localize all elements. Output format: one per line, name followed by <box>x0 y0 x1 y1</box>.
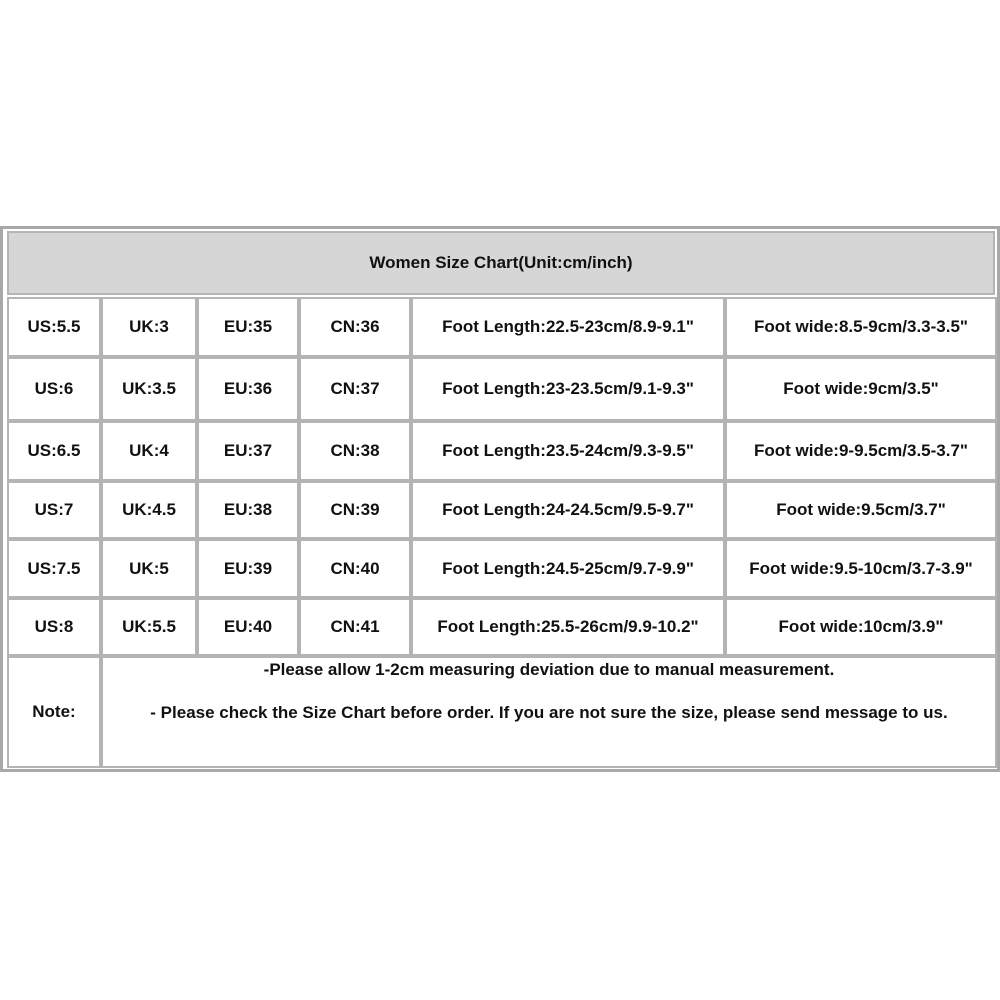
cell-uk-size: UK:4 <box>101 421 197 481</box>
cell-eu-size: EU:40 <box>197 598 299 656</box>
cell-us-size: US:7.5 <box>7 539 101 598</box>
cell-foot-length: Foot Length:22.5-23cm/8.9-9.1" <box>411 297 725 357</box>
cell-eu-size: EU:38 <box>197 481 299 539</box>
cell-eu-size: EU:35 <box>197 297 299 357</box>
size-chart-table <box>0 226 1000 772</box>
cell-foot-length: Foot Length:24-24.5cm/9.5-9.7" <box>411 481 725 539</box>
cell-cn-size: CN:40 <box>299 539 411 598</box>
cell-cn-size: CN:36 <box>299 297 411 357</box>
cell-uk-size: UK:3.5 <box>101 357 197 421</box>
cell-us-size: US:6 <box>7 357 101 421</box>
cell-cn-size: CN:38 <box>299 421 411 481</box>
cell-uk-size: UK:4.5 <box>101 481 197 539</box>
cell-eu-size: EU:36 <box>197 357 299 421</box>
cell-foot-length: Foot Length:25.5-26cm/9.9-10.2" <box>411 598 725 656</box>
note-line: -Please allow 1-2cm measuring deviation due to manual measurement. <box>263 660 835 679</box>
cell-foot-wide: Foot wide:9.5cm/3.7" <box>725 481 997 539</box>
note-label: Note: <box>7 656 101 768</box>
cell-foot-wide: Foot wide:8.5-9cm/3.3-3.5" <box>725 297 997 357</box>
cell-foot-wide: Foot wide:10cm/3.9" <box>725 598 997 656</box>
cell-uk-size: UK:3 <box>101 297 197 357</box>
cell-uk-size: UK:5.5 <box>101 598 197 656</box>
cell-foot-length: Foot Length:23.5-24cm/9.3-9.5" <box>411 421 725 481</box>
cell-foot-wide: Foot wide:9-9.5cm/3.5-3.7" <box>725 421 997 481</box>
cell-uk-size: UK:5 <box>101 539 197 598</box>
cell-eu-size: EU:39 <box>197 539 299 598</box>
cell-cn-size: CN:37 <box>299 357 411 421</box>
cell-us-size: US:6.5 <box>7 421 101 481</box>
cell-cn-size: CN:41 <box>299 598 411 656</box>
note-line: - Please check the Size Chart before order. If you are not sure the size, please send message to us. <box>150 703 948 722</box>
cell-foot-length: Foot Length:23-23.5cm/9.1-9.3" <box>411 357 725 421</box>
note-text <box>101 656 997 768</box>
cell-foot-wide: Foot wide:9.5-10cm/3.7-3.9" <box>725 539 997 598</box>
table-title: Women Size Chart(Unit:cm/inch) <box>7 231 995 295</box>
cell-cn-size: CN:39 <box>299 481 411 539</box>
cell-eu-size: EU:37 <box>197 421 299 481</box>
cell-foot-wide: Foot wide:9cm/3.5" <box>725 357 997 421</box>
cell-us-size: US:8 <box>7 598 101 656</box>
cell-us-size: US:5.5 <box>7 297 101 357</box>
cell-foot-length: Foot Length:24.5-25cm/9.7-9.9" <box>411 539 725 598</box>
cell-us-size: US:7 <box>7 481 101 539</box>
